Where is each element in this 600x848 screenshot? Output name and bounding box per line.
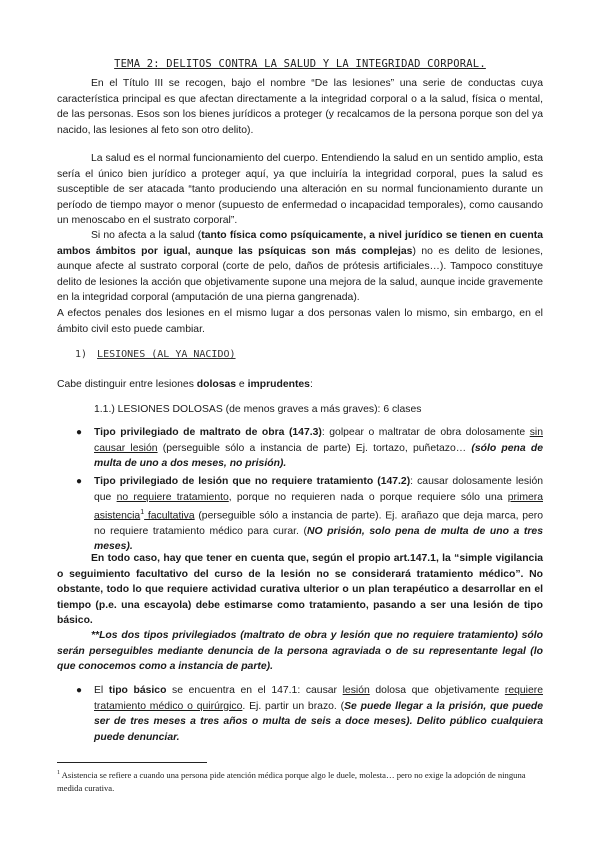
document-title: TEMA 2: DELITOS CONTRA LA SALUD Y LA INTEGRIDAD CORPORAL.	[114, 58, 486, 70]
paragraph-efectos-penales: A efectos penales dos lesiones en el mismo lugar a dos personas valen lo mismo, sin embargo, en el ámbito civil esto puede cambiar.	[57, 308, 543, 335]
paragraph-no-afecta: Si no afecta a la salud (tanto física como psíquicamente, a nivel jurídico se tienen en cuenta ambos ámbitos por igual, aunque las psíquicas son más complejas) no es delito de lesiones, aunque afecte al sustrato corporal (corte de pelo, daños de prótesis artificiales…). Tampoco constituye delito de lesiones la acción que objetivamente supone una mejora de la salud, aunque incide gravemente en la integridad corporal (amputación de una pierna gangrenada).	[57, 230, 544, 303]
subsection-lesiones-dolosas: 1.1.) LESIONES DOLOSAS (de menos graves a más graves): 6 clases	[94, 404, 422, 415]
section-heading	[75, 349, 236, 360]
bullet-lesion-sin-tratamiento: Tipo privilegiado de lesión que no requiere tratamiento (147.2): causar dolosamente lesión que no requiere tratamiento, porque no requieren nada o porque requiere sólo una primera asistencia$^1$ facultativa (perseguible sólo a instancia de parte). Ej. arañazo que deja marca, pero no requiere tratamiento médico para curar. (NO prisión, solo pena de multa de uno a tres meses).	[94, 476, 543, 553]
bullet-maltrato-obra: Tipo privilegiado de maltrato de obra (147.3): golpear o maltratar de obra dolosamente sin causar lesión (perseguible sólo a instancia de parte) Ej. tortazo, puñetazo… (sólo pena de multa de uno a dos meses, no prisión).	[94, 427, 543, 469]
paragraph-intro: En el Título III se recogen, bajo el nombre “De las lesiones” una serie de conductas cuya característica principal es que afectan directamente a la integridad corporal o a la salud, física o mental, de las personas. Esos son los bienes jurídicos a proteger (y recalcamos de la persona porque son del ya nacido, las lesiones al feto son otro delito).	[57, 78, 543, 136]
bullet-icon: ●	[76, 427, 83, 438]
section-number: 1)	[75, 349, 88, 360]
paragraph-distinguir: Cabe distinguir entre lesiones dolosas e imprudentes:	[57, 379, 313, 390]
footnote-divider	[57, 762, 207, 763]
paragraph-salud: La salud es el normal funcionamiento del cuerpo. Entendiendo la salud en un sentido amplio, esta sería el único bien jurídico a proteger aquí, ya que incluiría la integridad corporal, pues la salud es susceptible de ser atacada “tanto produciendo una alteración en su normal funcionamiento durante un período de tiempo mayor o menor (supuesto de enfermedad o incapacidad temporales), como causando un menoscabo en el sustrato corporal”.	[57, 153, 543, 226]
section-label: LESIONES (AL YA NACIDO)	[97, 349, 236, 360]
bullet-icon: ●	[76, 685, 83, 696]
paragraph-en-todo-caso: En todo caso, hay que tener en cuenta que, según el propio art.147.1, la “simple vigilancia o seguimiento facultativo del curso de la lesión no se considerará tratamiento médico”. No obstante, todo lo que requiere actividad curativa ulterior o un plan terapéutico a desarrollar en el tiempo (p.e. una escayola) debe estimarse como tratamiento, pasando a ser una lesión de tipo básico.	[57, 553, 543, 626]
paragraph-tipos-privilegiados: **Los dos tipos privilegiados (maltrato de obra y lesión que no requiere tratamiento) sólo serán perseguibles mediante denuncia de la persona agraviada o de su representante legal (lo que conocemos como a instancia de parte).	[57, 630, 543, 672]
bullet-tipo-basico: El tipo básico se encuentra en el 147.1: causar lesión dolosa que objetivamente requiere tratamiento médico o quirúrgico. Ej. partir un brazo. (Se puede llegar a la prisión, que puede ser de tres meses a tres años o multa de seis a doce meses). Delito público cualquiera puede denunciar.	[94, 685, 543, 743]
bullet-icon: ●	[76, 476, 83, 487]
footnote-ref[interactable]: 1	[140, 509, 145, 516]
footnote: $^1$ Asistencia se refiere a cuando una persona pide atención médica porque algo le duele, molesta… pero no exige la adopción de ninguna medida curativa.	[57, 769, 526, 793]
